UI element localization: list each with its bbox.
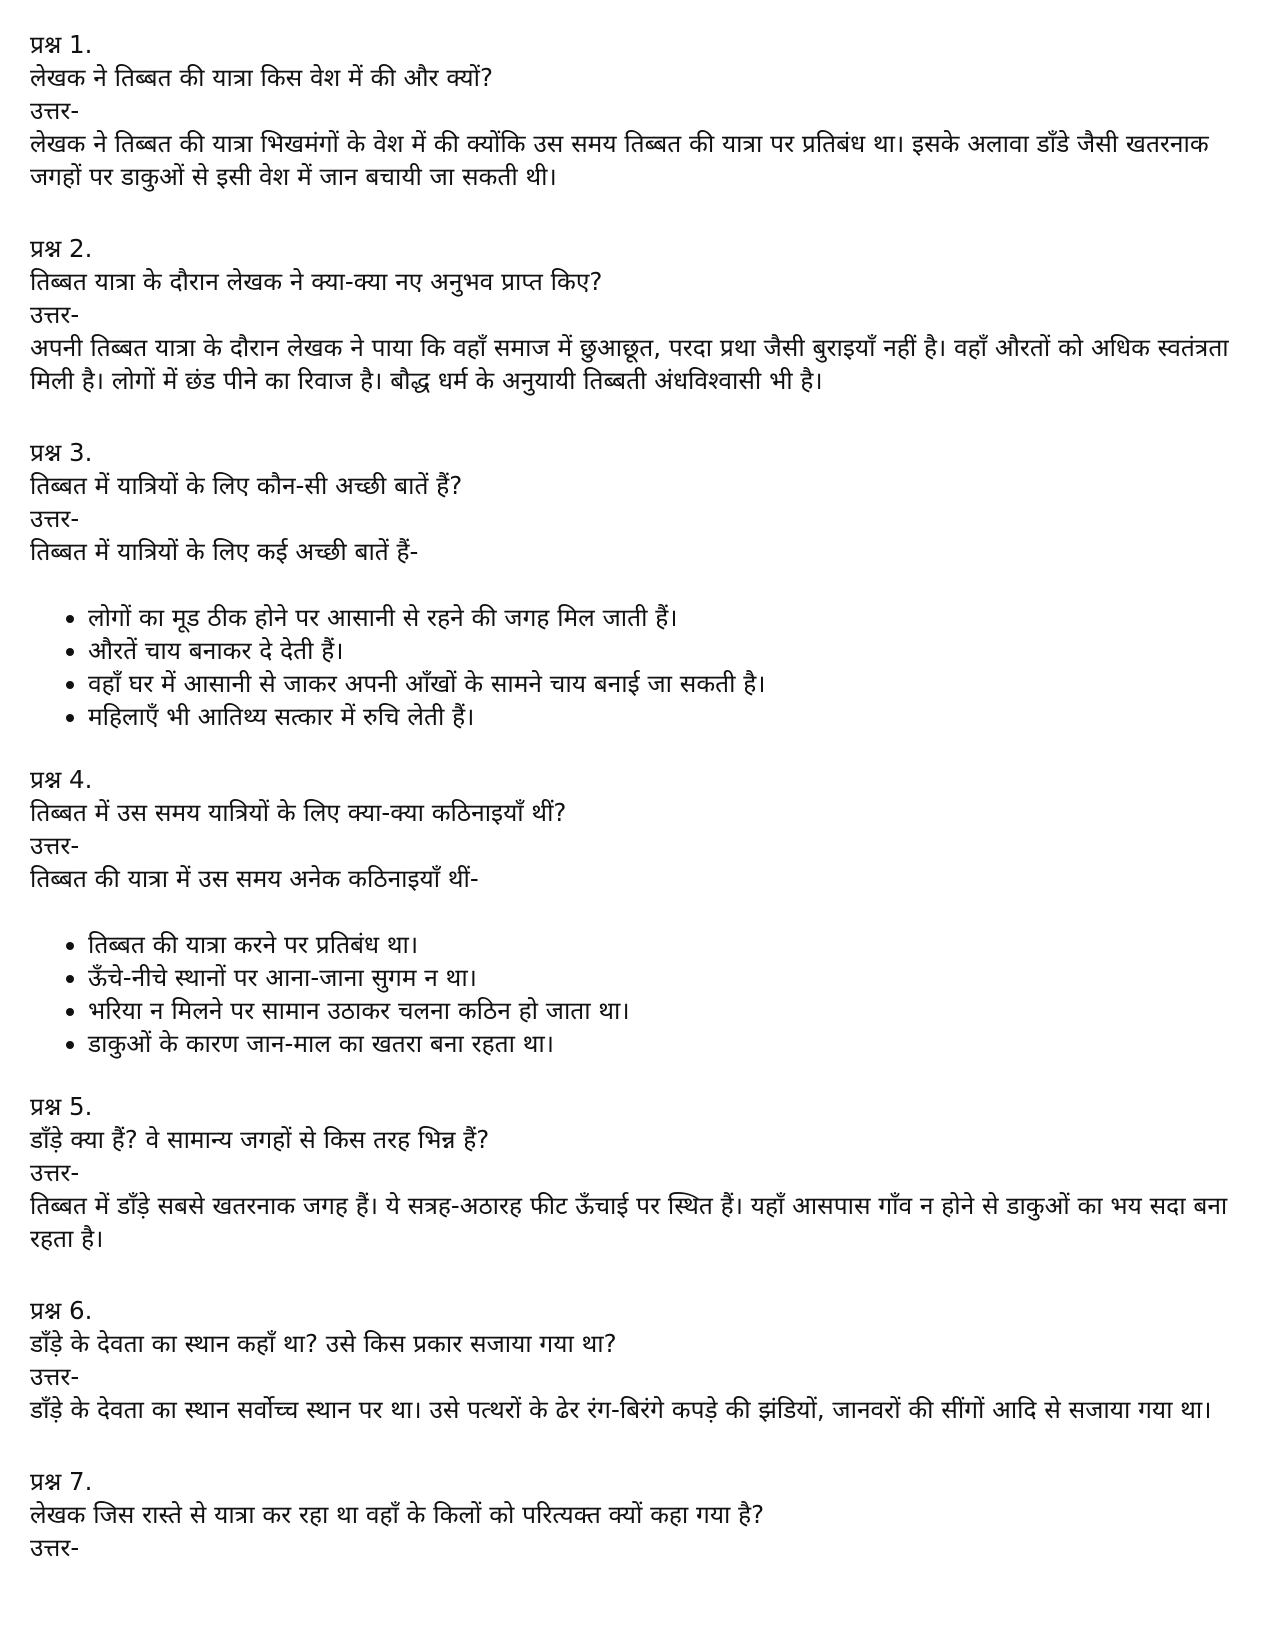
question-text: लेखक जिस रास्ते से यात्रा कर रहा था वहाँ के किलों को परित्यक्त क्यों कहा गया है?: [30, 1500, 765, 1529]
answer-text: तिब्बत में डाँड़े सबसे खतरनाक जगह हैं। ये सत्रह-अठारह फीट ऊँचाई पर स्थित हैं। यहाँ आसपास गाँव न होने से डाकुओं का भय सदा बना रहता है।: [30, 1191, 1228, 1253]
answer-text: लेखक ने तिब्बत की यात्रा भिखमंगों के वेश में की क्योंकि उस समय तिब्बत की यात्रा पर प्रतिबंध था। इसके अलावा डाँडे जैसी खतरनाक जगहों पर डाकुओं से इसी वेश में जान बचायी जा सकती थी।: [30, 129, 1209, 191]
answer-label: उत्तर-: [30, 1362, 80, 1391]
list-item: • लोगों का मूड ठीक होने पर आसानी से रहने की जगह मिल जाती हैं।: [88, 601, 1245, 634]
question-label: प्रश्न 7.: [30, 1467, 93, 1496]
question-label: प्रश्न 5.: [30, 1092, 93, 1121]
answer-point-list: [30, 928, 1245, 1060]
answer-text: तिब्बत की यात्रा में उस समय अनेक कठिनाइयाँ थीं-: [30, 864, 479, 893]
question-label: प्रश्न 2.: [30, 234, 93, 263]
answer-label: उत्तर-: [30, 96, 80, 125]
question-label: प्रश्न 1.: [30, 30, 93, 59]
answer-text: तिब्बत में यात्रियों के लिए कई अच्छी बातें हैं-: [30, 537, 419, 566]
answer-text: डाँड़े के देवता का स्थान सर्वोच्च स्थान पर था। उसे पत्थरों के ढेर रंग-बिरंगे कपड़े की झंडियों, जानवरों की सींगों आदि से सजाया गया था।: [30, 1395, 1212, 1424]
list-item: • महिलाएँ भी आतिथ्य सत्कार में रुचि लेती हैं।: [88, 700, 1245, 733]
answer-label: उत्तर-: [30, 1158, 80, 1187]
question-text: डाँड़े क्या हैं? वे सामान्य जगहों से किस तरह भिन्न हैं?: [30, 1125, 490, 1154]
answer-label: उत्तर-: [30, 504, 80, 533]
qa-block-4: [30, 763, 1245, 1060]
list-item: • भरिया न मिलने पर सामान उठाकर चलना कठिन हो जाता था।: [88, 994, 1245, 1027]
question-text: तिब्बत में उस समय यात्रियों के लिए क्या-क्या कठिनाइयाँ थीं?: [30, 798, 567, 827]
document-page: [30, 28, 1245, 1564]
answer-label: उत्तर-: [30, 300, 80, 329]
list-item: • तिब्बत की यात्रा करने पर प्रतिबंध था।: [88, 928, 1245, 961]
question-text: लेखक ने तिब्बत की यात्रा किस वेश में की और क्यों?: [30, 63, 493, 92]
qa-block-6: [30, 1294, 1245, 1426]
answer-text: अपनी तिब्बत यात्रा के दौरान लेखक ने पाया कि वहाँ समाज में छुआछूत, परदा प्रथा जैसी बुराइयाँ नहीं है। वहाँ औरतों को अधिक स्वतंत्रता मिली है। लोगों में छंड पीने का रिवाज है। बौद्ध धर्म के अनुयायी तिब्बती अंधविश्वासी भी है।: [30, 333, 1229, 395]
list-item: • ऊँचे-नीचे स्थानों पर आना-जाना सुगम न था।: [88, 961, 1245, 994]
qa-block-3: [30, 436, 1245, 733]
question-label: प्रश्न 6.: [30, 1296, 93, 1325]
qa-block-7: [30, 1465, 1245, 1564]
list-item: • औरतें चाय बनाकर दे देती हैं।: [88, 634, 1245, 667]
question-text: तिब्बत में यात्रियों के लिए कौन-सी अच्छी बातें हैं?: [30, 471, 463, 500]
question-label: प्रश्न 3.: [30, 438, 93, 467]
question-text: डाँड़े के देवता का स्थान कहाँ था? उसे किस प्रकार सजाया गया था?: [30, 1329, 617, 1358]
qa-block-5: [30, 1090, 1245, 1255]
answer-label: उत्तर-: [30, 831, 80, 860]
list-item: • डाकुओं के कारण जान-माल का खतरा बना रहता था।: [88, 1027, 1245, 1060]
answer-label: उत्तर-: [30, 1533, 80, 1562]
question-label: प्रश्न 4.: [30, 765, 93, 794]
list-item: • वहाँ घर में आसानी से जाकर अपनी आँखों के सामने चाय बनाई जा सकती है।: [88, 667, 1245, 700]
qa-block-1: [30, 28, 1245, 193]
qa-block-2: [30, 232, 1245, 397]
answer-point-list: [30, 601, 1245, 733]
question-text: तिब्बत यात्रा के दौरान लेखक ने क्या-क्या नए अनुभव प्राप्त किए?: [30, 267, 603, 296]
